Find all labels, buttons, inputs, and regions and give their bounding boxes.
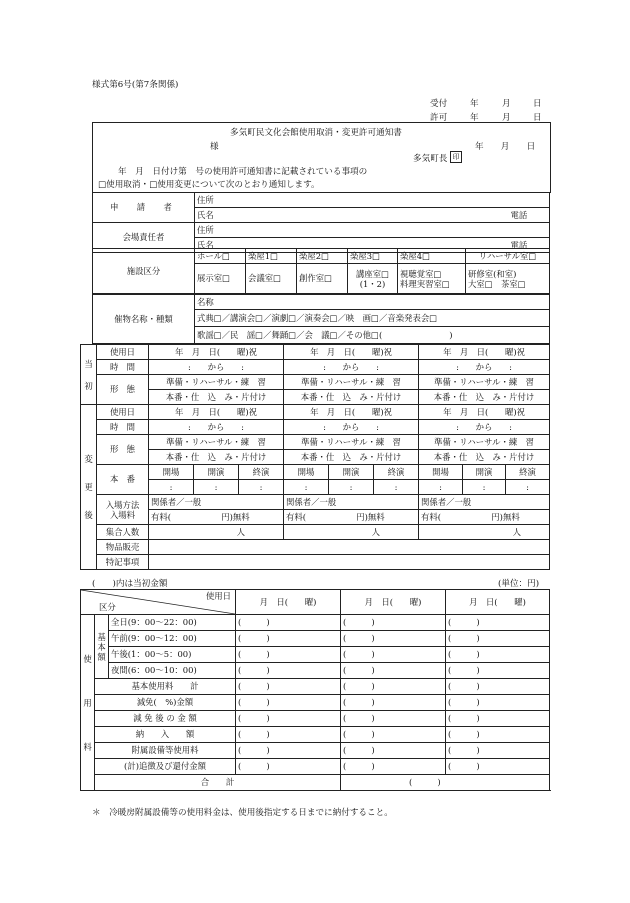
manager-address[interactable]: 住所 [195, 223, 550, 238]
fee-label: 使用料 [81, 615, 95, 791]
change-form-2b[interactable]: 本番・仕 込 み・片付け [284, 450, 419, 465]
fee-header-corner: 使用日 区分 [81, 590, 236, 615]
facility-hall[interactable]: ホール□ [195, 249, 246, 264]
perf-time[interactable]: : [194, 480, 239, 495]
facility-label: 施設区分 [93, 249, 195, 294]
original-amount-note: ( )内は当初金額 [92, 579, 168, 589]
facility-dressing-3[interactable]: 楽屋3□ [348, 249, 398, 264]
original-date-2[interactable]: 年 月 日( 曜)祝 [284, 345, 419, 360]
original-use-date-label: 使用日 [97, 345, 149, 360]
perf-time[interactable]: : [329, 480, 374, 495]
original-form-3b[interactable]: 本番・仕 込 み・片付け [419, 390, 550, 405]
change-form-label: 形 態 [97, 435, 149, 465]
entry-3b[interactable]: 有料( 円)無料 [419, 510, 550, 525]
fee-cell[interactable]: ( ) [341, 663, 446, 679]
facility-dressing-1[interactable]: 楽屋1□ [246, 249, 297, 264]
entry-2a[interactable]: 関係者／一般 [284, 495, 419, 510]
perf-time[interactable]: : [374, 480, 419, 495]
entry-3a[interactable]: 関係者／一般 [419, 495, 550, 510]
perf-open-2: 開場 [284, 465, 329, 480]
fee-cell[interactable]: ( ) [236, 615, 341, 631]
notes-label: 特記事項 [97, 555, 149, 570]
entry-label: 入場方法 入場料 [97, 495, 149, 525]
attendance-1[interactable]: 人 [149, 525, 284, 540]
application-table [92, 192, 550, 253]
attendance-3[interactable]: 人 [419, 525, 550, 540]
issue-date: 年 月 日 [475, 142, 536, 152]
fee-row-adjustment: (計)追徴及び還付金額 [95, 759, 236, 775]
issuer-name: 多気町長 [413, 154, 448, 164]
perf-start-3: 開演 [463, 465, 506, 480]
original-date-1[interactable]: 年 月 日( 曜)祝 [149, 345, 284, 360]
fee-cell[interactable]: ( ) [236, 663, 341, 679]
facility-dressing-2[interactable]: 楽屋2□ [297, 249, 348, 264]
change-date-2[interactable]: 年 月 日( 曜)祝 [284, 405, 419, 420]
fee-cell[interactable]: ( ) [446, 615, 550, 631]
change-time-label: 時 間 [97, 420, 149, 435]
basic-amount-label: 基本額 [95, 615, 109, 679]
entry-2b[interactable]: 有料( 円)無料 [284, 510, 419, 525]
fee-cell[interactable]: ( ) [341, 679, 446, 695]
fee-cell[interactable]: ( ) [341, 727, 446, 743]
facility-av-cooking[interactable]: 視聴覚室□ 料理実習室□ [398, 264, 466, 294]
perf-time[interactable]: : [239, 480, 284, 495]
fee-row-equipment: 附属設備等使用料 [95, 743, 236, 759]
fee-cell[interactable]: ( ) [446, 711, 550, 727]
document-title: 多気町民文化会館使用取消・変更許可通知書 [230, 128, 402, 138]
perf-open-3: 開場 [419, 465, 463, 480]
approved-year: 年 [470, 113, 479, 123]
perf-time[interactable]: : [463, 480, 506, 495]
fee-cell[interactable]: ( ) [236, 759, 341, 775]
fee-date-3[interactable]: 月 日( 曜) [446, 590, 550, 615]
facility-lecture[interactable]: 講座室□ (1・2) [348, 264, 398, 294]
fee-row-basic-total: 基本使用料 計 [95, 679, 236, 695]
received-day: 日 [533, 99, 542, 109]
received-month: 月 [502, 99, 511, 109]
perf-time[interactable]: : [419, 480, 463, 495]
event-types-row-2[interactable]: 歌謡□／民 謡□／舞踊□／会 議□／その他□( ) [195, 327, 550, 344]
change-date-1[interactable]: 年 月 日( 曜)祝 [149, 405, 284, 420]
sales-field[interactable] [149, 540, 550, 555]
schedule-table [80, 344, 550, 570]
fee-cell[interactable]: ( ) [446, 727, 550, 743]
event-label: 催物名称・種類 [93, 295, 195, 344]
perf-end-1: 終演 [239, 465, 284, 480]
fee-row-afternoon: 午後(1：00〜5：00) [109, 647, 236, 663]
attendance-label: 集合人数 [97, 525, 149, 540]
event-title-field[interactable]: 名称 [195, 295, 550, 310]
facility-meeting[interactable]: 会議室□ [246, 264, 297, 294]
facility-exhibition[interactable]: 展示室□ [195, 264, 246, 294]
approved-label: 許可 [430, 113, 448, 123]
change-form-1a[interactable]: 準備・リハーサル・練 習 [149, 435, 284, 450]
fee-row-full-day: 全日(9：00〜22：00) [109, 615, 236, 631]
perf-time[interactable]: : [149, 480, 194, 495]
original-time-3[interactable]: : から : [419, 360, 550, 375]
entry-1a[interactable]: 関係者／一般 [149, 495, 284, 510]
fee-cell[interactable]: ( ) [341, 711, 446, 727]
fee-cell[interactable]: ( ) [236, 631, 341, 647]
entry-1b[interactable]: 有料( 円)無料 [149, 510, 284, 525]
fee-cell[interactable]: ( ) [446, 663, 550, 679]
performance-label: 本 番 [97, 465, 149, 495]
venue-manager-label: 会場責任者 [93, 223, 195, 253]
change-form-3a[interactable]: 準備・リハーサル・練 習 [419, 435, 550, 450]
fee-cell[interactable]: ( ) [236, 711, 341, 727]
perf-start-1: 開演 [194, 465, 239, 480]
seal-stamp: 印 [450, 151, 462, 163]
fee-row-paid: 納 入 額 [95, 727, 236, 743]
addressee-suffix: 様 [210, 142, 219, 152]
facility-training[interactable]: 研修室(和室) 大室□ 茶室□ [466, 264, 550, 294]
change-time-2[interactable]: : から : [284, 420, 419, 435]
original-form-2a[interactable]: 準備・リハーサル・練 習 [284, 375, 419, 390]
fee-row-discount: 減免( %)金額 [95, 695, 236, 711]
fee-table [80, 589, 550, 791]
notice-line-2: □使用取消・□使用変更について次のとおり通知します。 [98, 180, 320, 190]
applicant-label: 申 請 者 [93, 193, 195, 223]
change-form-3b[interactable]: 本番・仕 込 み・片付け [419, 450, 550, 465]
fee-total-cell[interactable]: ( ) [341, 775, 550, 791]
change-time-3[interactable]: : から : [419, 420, 550, 435]
change-use-date-label: 使用日 [97, 405, 149, 420]
form-label: 様式第6号(第7条関係) [92, 80, 179, 90]
fee-cell[interactable]: ( ) [341, 695, 446, 711]
fee-row-morning: 午前(9：00〜12：00) [109, 631, 236, 647]
original-form-1a[interactable]: 準備・リハーサル・練 習 [149, 375, 284, 390]
fee-cell[interactable]: ( ) [446, 679, 550, 695]
fee-row-total: 合 計 [95, 775, 341, 791]
perf-open-1: 開場 [149, 465, 194, 480]
perf-end-2: 終演 [374, 465, 419, 480]
fee-date-1[interactable]: 月 日( 曜) [236, 590, 341, 615]
facility-dressing-4[interactable]: 楽屋4□ [398, 249, 466, 264]
perf-end-3: 終演 [506, 465, 550, 480]
fee-cell[interactable]: ( ) [341, 759, 446, 775]
fee-cell[interactable]: ( ) [446, 647, 550, 663]
applicant-name[interactable]: 氏名 電話 [195, 208, 550, 223]
approved-day: 日 [533, 113, 542, 123]
change-form-2a[interactable]: 準備・リハーサル・練 習 [284, 435, 419, 450]
fee-cell[interactable]: ( ) [236, 647, 341, 663]
fee-cell[interactable]: ( ) [236, 695, 341, 711]
original-time-1[interactable]: : から : [149, 360, 284, 375]
fee-cell[interactable]: ( ) [236, 727, 341, 743]
received-label: 受付 [430, 99, 448, 109]
footnote: ＊ 冷暖房附属設備等の使用料金は、使用後指定する日までに納付すること。 [92, 808, 393, 818]
facility-table [92, 248, 550, 294]
unit-note: (単位：円) [498, 579, 540, 589]
approved-month: 月 [502, 113, 511, 123]
fee-cell[interactable]: ( ) [446, 743, 550, 759]
sales-label: 物品販売 [97, 540, 149, 555]
original-form-3a[interactable]: 準備・リハーサル・練 習 [419, 375, 550, 390]
original-date-3[interactable]: 年 月 日( 曜)祝 [419, 345, 550, 360]
notes-field[interactable] [149, 555, 550, 570]
fee-cell[interactable]: ( ) [446, 631, 550, 647]
original-time-2[interactable]: : から : [284, 360, 419, 375]
original-form-label: 形 態 [97, 375, 149, 405]
change-form-1b[interactable]: 本番・仕 込 み・片付け [149, 450, 284, 465]
perf-time[interactable]: : [284, 480, 329, 495]
perf-time[interactable]: : [506, 480, 550, 495]
applicant-address[interactable]: 住所 [195, 193, 550, 208]
event-types-row-1[interactable]: 式典□／講演会□／演劇□／演奏会□／映 画□／音楽発表会□ [195, 310, 550, 327]
change-date-3[interactable]: 年 月 日( 曜)祝 [419, 405, 550, 420]
facility-creative[interactable]: 創作室□ [297, 264, 348, 294]
received-year: 年 [470, 99, 479, 109]
change-label: 変更後 [81, 405, 97, 570]
fee-cell[interactable]: ( ) [341, 743, 446, 759]
fee-cell[interactable]: ( ) [341, 647, 446, 663]
fee-cell[interactable]: ( ) [341, 615, 446, 631]
notice-line-1: 年 月 日付け第 号の使用許可通知書に記載されている事項の [118, 167, 368, 177]
event-table [92, 294, 550, 344]
fee-cell[interactable]: ( ) [341, 631, 446, 647]
fee-date-2[interactable]: 月 日( 曜) [341, 590, 446, 615]
perf-start-2: 開演 [329, 465, 374, 480]
attendance-2[interactable]: 人 [284, 525, 419, 540]
fee-cell[interactable]: ( ) [446, 695, 550, 711]
original-label: 当初 [81, 345, 97, 405]
fee-cell[interactable]: ( ) [236, 679, 341, 695]
fee-cell[interactable]: ( ) [446, 759, 550, 775]
fee-row-night: 夜間(6：00〜10：00) [109, 663, 236, 679]
facility-rehearsal[interactable]: リハーサル室□ [466, 249, 550, 264]
original-form-2b[interactable]: 本番・仕 込 み・片付け [284, 390, 419, 405]
fee-cell[interactable]: ( ) [236, 743, 341, 759]
original-form-1b[interactable]: 本番・仕 込 み・片付け [149, 390, 284, 405]
fee-row-after-discount: 減 免 後 の 金 額 [95, 711, 236, 727]
original-time-label: 時 間 [97, 360, 149, 375]
manager-name[interactable]: 氏名 電話 [195, 238, 550, 253]
change-time-1[interactable]: : から : [149, 420, 284, 435]
